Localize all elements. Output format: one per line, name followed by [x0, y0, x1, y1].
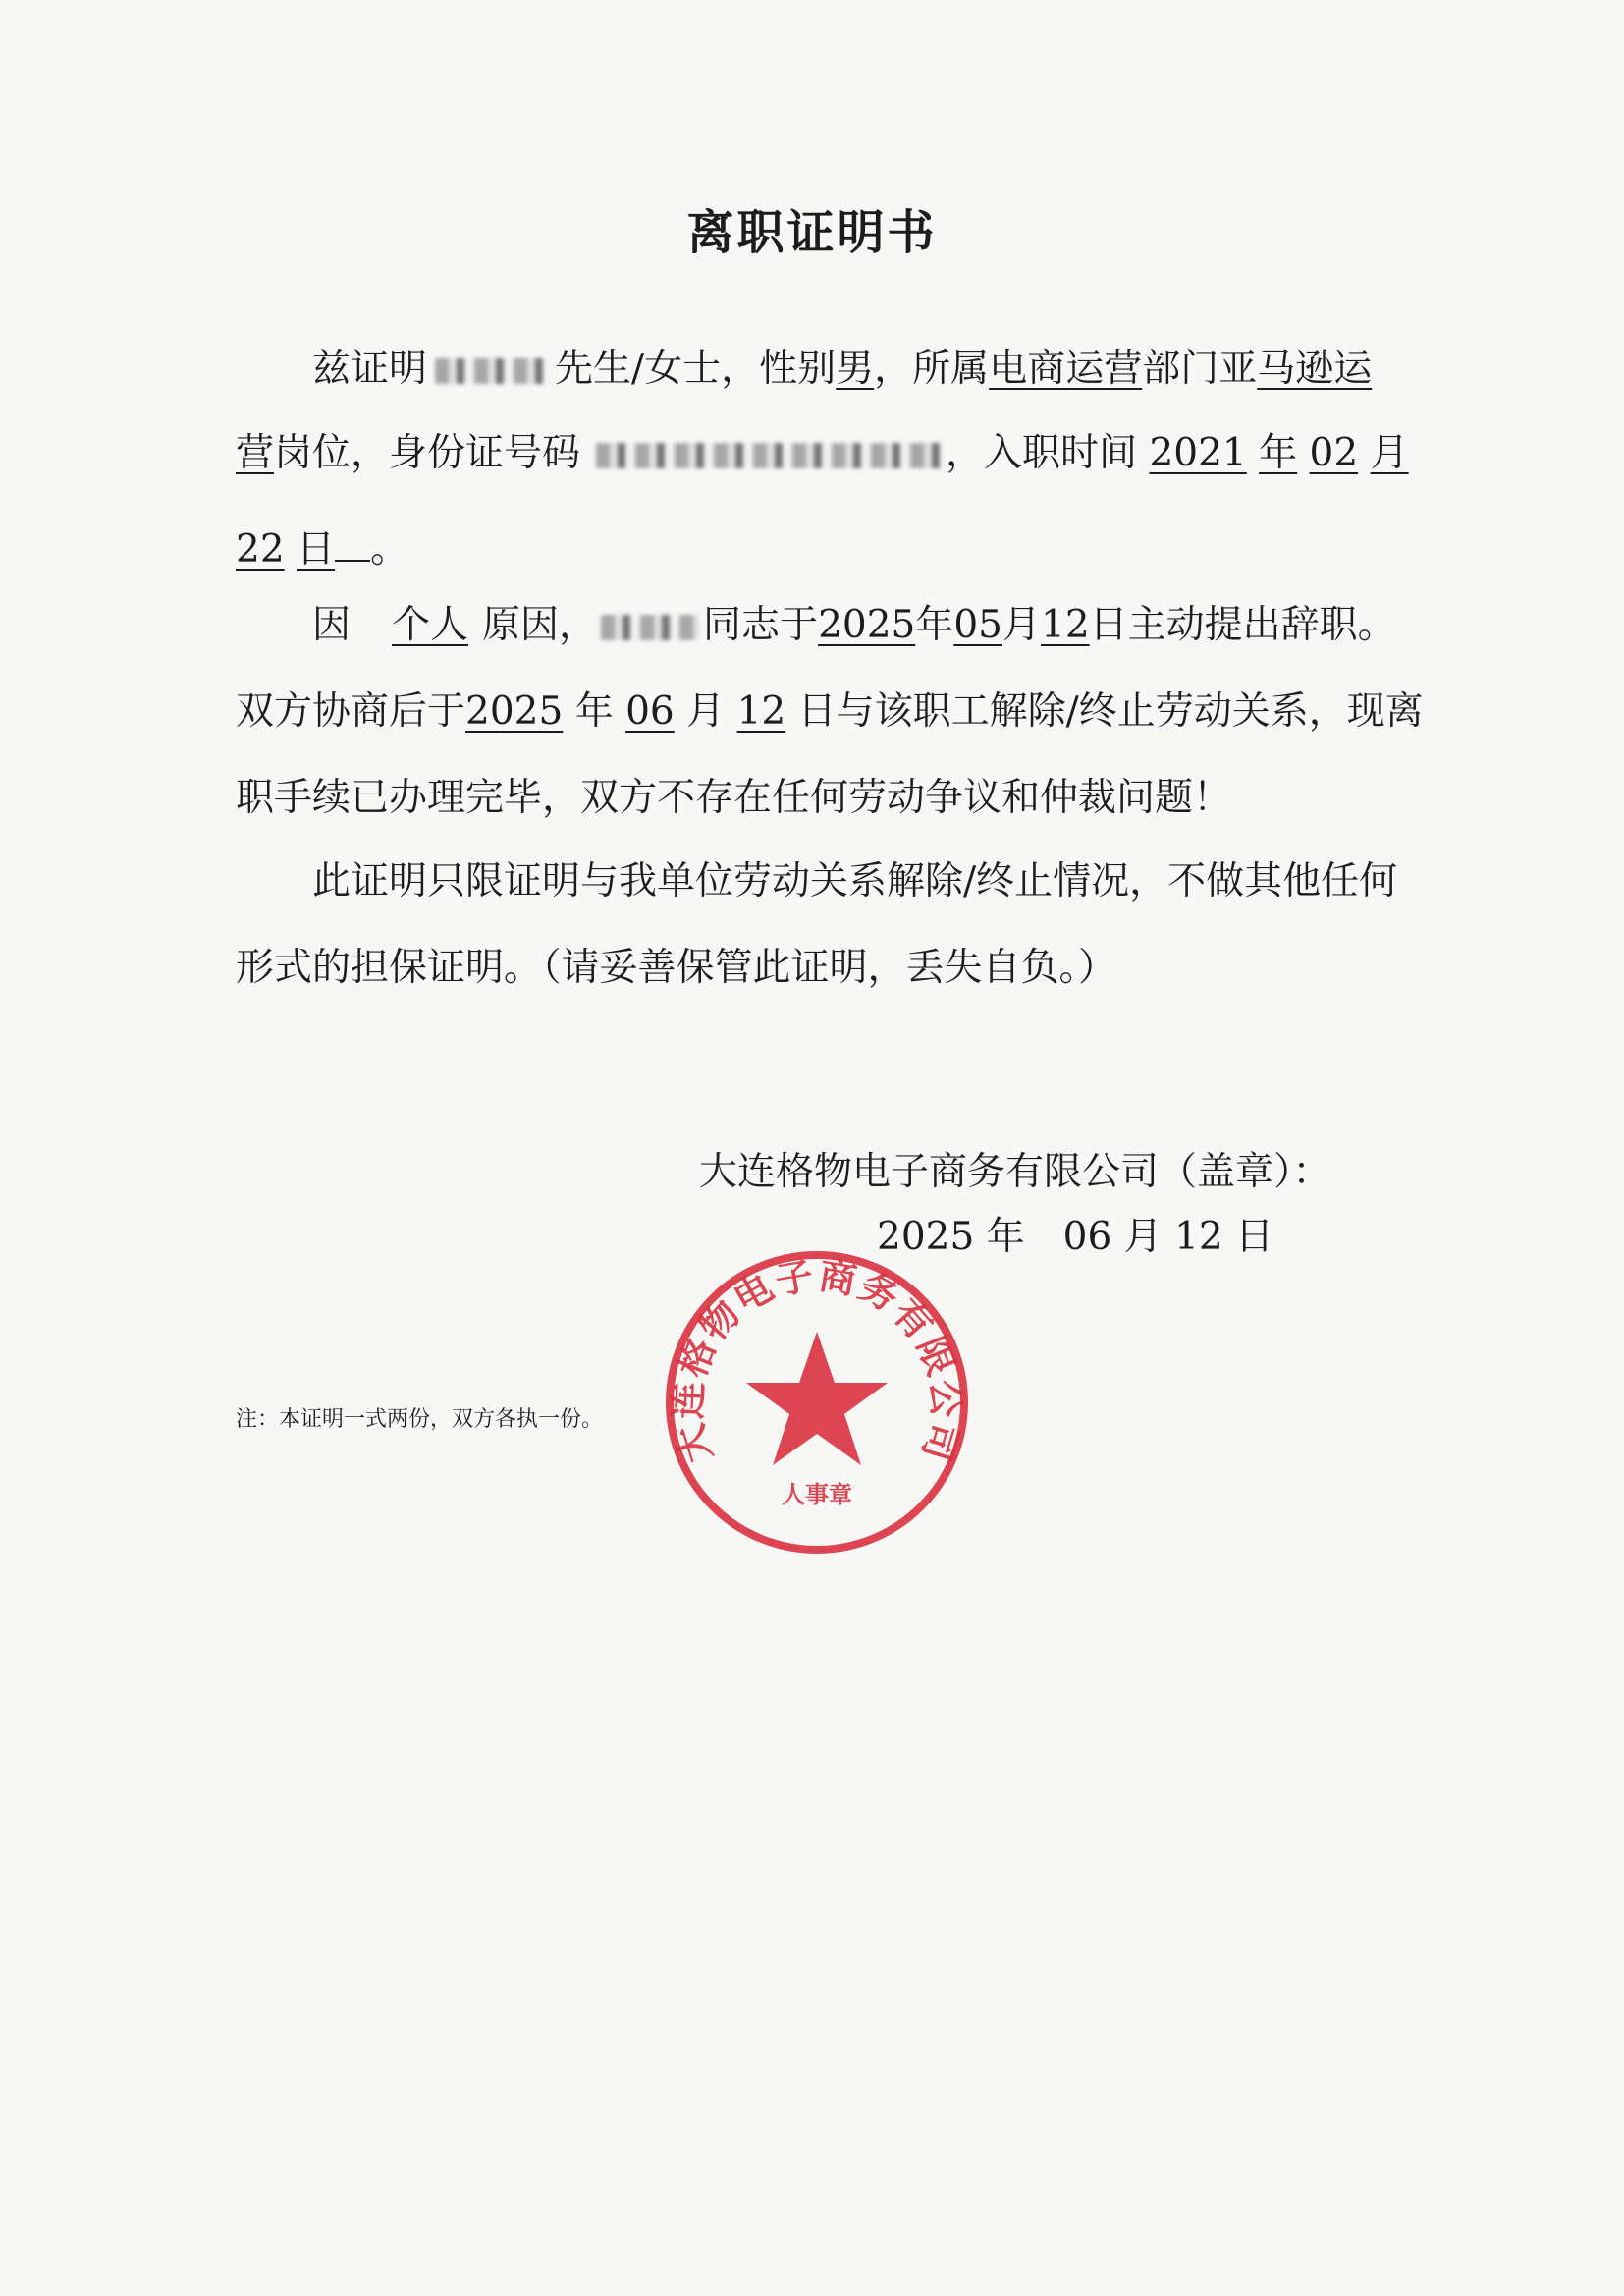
para1-line1: 兹证明 先生/女士，性别男，所属电商运营部门亚马逊运 [312, 347, 1373, 391]
redacted-id-number [596, 443, 940, 468]
redacted-name-2 [601, 615, 699, 640]
hire-day: 22 [236, 527, 285, 572]
para2-line3: 职手续已办理完毕，双方不存在任何劳动争议和仲裁问题！ [236, 776, 1232, 820]
hire-year: 2021 [1149, 431, 1247, 475]
document-title: 离职证明书 [686, 205, 938, 260]
position-value-part1: 马逊运 [1257, 347, 1373, 391]
hire-month: 02 [1309, 431, 1359, 475]
star-icon [746, 1332, 888, 1465]
seal-company-text: 大连格物电子商务有限公司 [665, 1252, 969, 1468]
termination-month: 06 [625, 689, 675, 734]
redacted-name [435, 358, 543, 384]
signature-date: 2025 年 06 月 12 日 [877, 1215, 1274, 1259]
gender-value: 男 [836, 347, 875, 391]
para3-line2: 形式的担保证明。（请妥善保管此证明，丢失自负。） [236, 946, 1117, 990]
department-value: 电商运营 [989, 347, 1143, 391]
company-seal [660, 1245, 974, 1559]
company-signature: 大连格物电子商务有限公司（盖章）： [699, 1150, 1331, 1194]
para2-line2: 双方协商后于2025 年 06 月 12 日与该职工解除/终止劳动关系，现离 [236, 689, 1424, 734]
para2-line1: 因 个人 原因， 同志于2025年05月12日主动提出辞职。 [312, 603, 1396, 647]
para1-line3: 22 日 。 [236, 522, 408, 569]
resign-year: 2025 [818, 603, 916, 647]
resign-month: 05 [953, 603, 1002, 647]
position-value-part2: 营 [236, 431, 275, 475]
seal-label: 人事章 [782, 1480, 852, 1508]
reason-value: 个人 [392, 603, 469, 647]
footnote: 注：本证明一式两份，双方各执一份。 [236, 1407, 604, 1432]
termination-day: 12 [736, 689, 786, 734]
resign-day: 12 [1041, 603, 1090, 647]
termination-year: 2025 [465, 689, 564, 734]
para1-line2: 营岗位，身份证号码 ，入职时间 2021 年 02 月 [236, 431, 1409, 475]
para3-line1: 此证明只限证明与我单位劳动关系解除/终止情况，不做其他任何 [312, 859, 1398, 903]
